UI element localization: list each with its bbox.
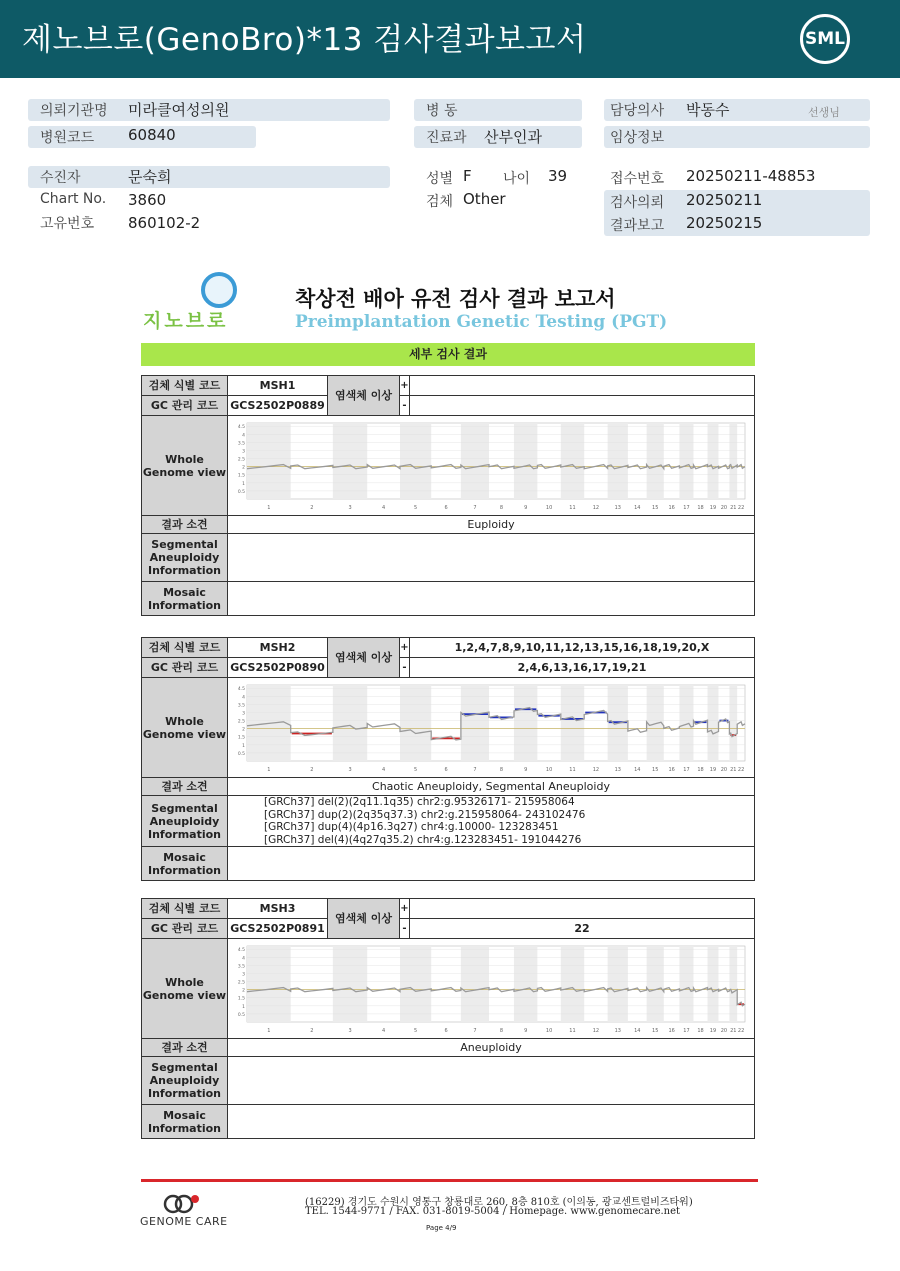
- genome-care-logo-text: GENOME CARE: [140, 1215, 228, 1228]
- patient-label: 수진자: [40, 170, 81, 186]
- chrom-abn-label: 염색체 이상: [328, 638, 400, 678]
- whole-genome-label: Whole Genome view: [142, 678, 228, 778]
- sex-label: 성별: [426, 171, 454, 187]
- chromosome-tick-label: 19: [709, 1027, 717, 1034]
- y-tick-label: 4: [242, 955, 245, 961]
- chromosome-tick-label: 9: [524, 504, 528, 511]
- chromosome-tick-label: 7: [473, 766, 477, 773]
- chromosome-tick-label: 12: [592, 766, 600, 773]
- report-title: 제노브로(GenoBro)*13 검사결과보고서: [22, 22, 587, 58]
- gc-code-label: GC 관리 코드: [142, 919, 228, 939]
- chromosome-tick-label: 5: [414, 766, 418, 773]
- genobro-logo-text: 지노브로: [143, 310, 229, 332]
- chromosome-tick-label: 14: [634, 766, 641, 773]
- sample-code-label: 검체 식별 코드: [142, 376, 228, 396]
- plus-chromosomes: [410, 376, 755, 396]
- segmental-label: Segmental Aneuploidy Information: [142, 534, 228, 582]
- minus-label: -: [400, 396, 410, 416]
- chromosome-tick-label: 2: [310, 1027, 314, 1034]
- y-tick-label: 4.5: [237, 424, 245, 430]
- finding-value: Euploidy: [228, 516, 755, 534]
- receipt-label: 접수번호: [610, 171, 665, 187]
- chromosome-tick-label: 1: [267, 766, 271, 773]
- chromosome-tick-label: 21: [730, 1027, 737, 1034]
- chromosome-tick-label: 2: [310, 504, 314, 511]
- pgt-title: 착상전 배아 유전 검사 결과 보고서: [295, 287, 616, 311]
- doctor-suffix: 선생님: [808, 106, 840, 119]
- patient-row: [28, 166, 390, 188]
- chromosome-tick-label: 3: [348, 504, 352, 511]
- y-tick-label: 3.5: [237, 440, 245, 446]
- chromosome-tick-label: 18: [697, 504, 704, 511]
- doctor-label: 담당의사: [610, 103, 665, 119]
- segmental-line: [GRCh37] del(4)(4q27q35.2) chr4:g.123283451- 191044276: [264, 833, 582, 846]
- chromosome-tick-label: 20: [720, 504, 728, 511]
- minus-label: -: [400, 919, 410, 939]
- y-tick-label: 1: [242, 743, 245, 749]
- footer-address: (16229) 경기도 수원시 영통구 창룡대로 260, 8층 810호 (이의동, 광교센트럴비즈타워): [305, 1197, 693, 1208]
- sml-logo: SML: [800, 14, 850, 64]
- chromosome-tick-label: 11: [569, 504, 576, 511]
- y-tick-label: 2.5: [237, 980, 245, 986]
- chromosome-tick-label: 8: [499, 504, 504, 511]
- mosaic-label: Mosaic Information: [142, 1105, 228, 1139]
- chromosome-tick-label: 5: [414, 504, 418, 511]
- facility-label: 의뢰기관명: [40, 103, 108, 119]
- chromosome-tick-label: 15: [652, 1027, 659, 1034]
- chromosome-tick-label: 6: [444, 1027, 448, 1034]
- y-tick-label: 4: [242, 694, 245, 700]
- chromosome-tick-label: 10: [545, 1027, 553, 1034]
- chromosome-tick-label: 16: [668, 504, 675, 511]
- y-tick-label: 0.5: [237, 1012, 245, 1018]
- finding-value: Chaotic Aneuploidy, Segmental Aneuploidy: [228, 778, 755, 796]
- y-tick-label: 3.5: [237, 963, 245, 969]
- segmental-line: [GRCh37] dup(4)(4p16.3q27) chr4:g.10000- 123283451: [264, 821, 559, 833]
- y-tick-label: 0.5: [237, 489, 245, 495]
- sample-code-label: 검체 식별 코드: [142, 638, 228, 658]
- page-number: Page 4/9: [426, 1224, 457, 1232]
- chromosome-tick-label: 14: [634, 1027, 641, 1034]
- y-tick-label: 3.5: [237, 702, 245, 708]
- finding-label: 결과 소견: [142, 1039, 228, 1057]
- mosaic-value: [228, 1105, 755, 1139]
- y-tick-label: 0.5: [237, 751, 245, 757]
- chromosome-tick-label: 8: [499, 766, 504, 773]
- chromosome-tick-label: 17: [683, 504, 690, 511]
- chromosome-tick-label: 21: [730, 766, 737, 773]
- chromosome-tick-label: 16: [668, 1027, 675, 1034]
- sample-code: MSH3: [228, 899, 328, 919]
- id-label: 고유번호: [40, 216, 95, 232]
- plus-chromosomes: 1,2,4,7,8,9,10,11,12,13,15,16,18,19,20,X: [410, 638, 755, 658]
- mosaic-label: Mosaic Information: [142, 847, 228, 881]
- chromosome-tick-label: 7: [473, 504, 477, 511]
- sex-value: F: [463, 167, 472, 185]
- chromosome-tick-label: 14: [634, 504, 641, 511]
- y-tick-label: 1: [242, 481, 245, 487]
- genobro-logo: [143, 272, 253, 332]
- dna-magnifier-icon: [201, 272, 237, 308]
- minus-chromosomes: 22: [410, 919, 755, 939]
- segmental-value: [228, 534, 755, 582]
- chromosome-tick-label: 9: [524, 766, 528, 773]
- pgt-subtitle: Preimplantation Genetic Testing (PGT): [295, 312, 668, 332]
- gc-code: GCS2502P0889: [228, 396, 328, 416]
- whole-genome-cell: [228, 678, 755, 778]
- whole-genome-label: Whole Genome view: [142, 416, 228, 516]
- genome-care-logo: [140, 1193, 240, 1233]
- hospital-code-label: 병원코드: [40, 130, 95, 146]
- section-header: 세부 검사 결과: [141, 343, 755, 366]
- sample-table-3: [141, 898, 755, 1139]
- dept-label: 진료과: [426, 130, 467, 146]
- segmental-label: Segmental Aneuploidy Information: [142, 796, 228, 847]
- chromosome-tick-label: 6: [444, 766, 448, 773]
- sample-code: MSH2: [228, 638, 328, 658]
- footer-divider: [141, 1179, 758, 1182]
- segmental-label: Segmental Aneuploidy Information: [142, 1057, 228, 1105]
- whole-genome-plot: [231, 681, 751, 775]
- chromosome-tick-label: 20: [720, 766, 728, 773]
- chromosome-tick-label: 20: [720, 1027, 728, 1034]
- chromosome-tick-label: 7: [473, 1027, 477, 1034]
- whole-genome-plot: [231, 942, 751, 1036]
- specimen-value: Other: [463, 190, 506, 208]
- dept-value: 산부인과: [484, 128, 542, 146]
- chromosome-tick-label: 22: [737, 1027, 745, 1034]
- age-label: 나이: [503, 171, 531, 187]
- y-tick-label: 1.5: [237, 996, 245, 1002]
- segmental-value: [228, 796, 755, 847]
- chrom-abn-label: 염색체 이상: [328, 376, 400, 416]
- y-tick-label: 3: [242, 710, 245, 716]
- chromosome-tick-label: 12: [592, 1027, 600, 1034]
- gc-code: GCS2502P0891: [228, 919, 328, 939]
- y-tick-label: 2.5: [237, 457, 245, 463]
- chromosome-tick-label: 1: [267, 1027, 271, 1034]
- report-value: 20250215: [686, 214, 763, 232]
- plus-chromosomes: [410, 899, 755, 919]
- chromosome-tick-label: 3: [348, 1027, 352, 1034]
- minus-chromosomes: [410, 396, 755, 416]
- chromosome-tick-label: 13: [614, 1027, 621, 1034]
- y-tick-label: 2: [242, 988, 245, 994]
- mosaic-value: [228, 582, 755, 616]
- plus-label: +: [400, 376, 410, 396]
- footer-contact: TEL. 1544-9771 / FAX. 031-8019-5004 / Homepage. www.genomecare.net: [305, 1206, 681, 1217]
- chromosome-tick-label: 10: [545, 504, 553, 511]
- chromosome-tick-label: 4: [382, 1027, 386, 1034]
- segmental-value: [228, 1057, 755, 1105]
- chromosome-tick-label: 13: [614, 766, 621, 773]
- y-tick-label: 4: [242, 432, 245, 438]
- chromosome-tick-label: 4: [382, 504, 386, 511]
- chromosome-tick-label: 1: [267, 504, 271, 511]
- gc-code-label: GC 관리 코드: [142, 396, 228, 416]
- title-bar: [0, 0, 900, 78]
- chromosome-tick-label: 15: [652, 766, 659, 773]
- request-label: 검사의뢰: [610, 195, 665, 211]
- age-value: 39: [548, 167, 568, 185]
- patient-value: 문숙희: [128, 168, 172, 186]
- chromosome-tick-label: 15: [652, 504, 659, 511]
- gc-code-label: GC 관리 코드: [142, 658, 228, 678]
- facility-value: 미라클여성의원: [128, 101, 230, 119]
- y-tick-label: 4.5: [237, 686, 245, 692]
- request-value: 20250211: [686, 191, 763, 209]
- chrom-abn-label: 염색체 이상: [328, 899, 400, 939]
- y-tick-label: 2: [242, 727, 245, 733]
- chromosome-tick-label: 11: [569, 1027, 576, 1034]
- segmental-line: [GRCh37] dup(2)(2q35q37.3) chr2:g.215958064- 243102476: [264, 808, 586, 821]
- ward-label: 병 동: [426, 103, 458, 119]
- finding-label: 결과 소견: [142, 778, 228, 796]
- chromosome-tick-label: 22: [737, 504, 745, 511]
- mosaic-value: [228, 847, 755, 881]
- receipt-value: 20250211-48853: [686, 167, 816, 185]
- chromosome-tick-label: 6: [444, 504, 448, 511]
- y-tick-label: 2: [242, 465, 245, 471]
- chart-value: 3860: [128, 191, 167, 209]
- whole-genome-cell: [228, 939, 755, 1039]
- chart-label: Chart No.: [40, 191, 107, 207]
- chromosome-tick-label: 12: [592, 504, 600, 511]
- plus-label: +: [400, 899, 410, 919]
- chromosome-tick-label: 18: [697, 1027, 704, 1034]
- clinical-label: 임상정보: [610, 130, 665, 146]
- minus-label: -: [400, 658, 410, 678]
- y-tick-label: 2.5: [237, 719, 245, 725]
- mosaic-label: Mosaic Information: [142, 582, 228, 616]
- chromosome-tick-label: 2: [310, 766, 314, 773]
- sample-table-2: [141, 637, 755, 881]
- y-tick-label: 1: [242, 1004, 245, 1010]
- chromosome-tick-label: 4: [382, 766, 386, 773]
- chromosome-tick-label: 19: [709, 766, 717, 773]
- sample-code-label: 검체 식별 코드: [142, 899, 228, 919]
- chromosome-tick-label: 5: [414, 1027, 418, 1034]
- y-tick-label: 1.5: [237, 473, 245, 479]
- chromosome-tick-label: 17: [683, 766, 690, 773]
- whole-genome-plot: [231, 419, 751, 513]
- y-tick-label: 3: [242, 448, 245, 454]
- id-value: 860102-2: [128, 214, 201, 232]
- chromosome-tick-label: 8: [499, 1027, 504, 1034]
- chromosome-tick-label: 9: [524, 1027, 528, 1034]
- sample-code: MSH1: [228, 376, 328, 396]
- chromosome-tick-label: 21: [730, 504, 737, 511]
- report-label: 결과보고: [610, 218, 665, 234]
- chromosome-tick-label: 11: [569, 766, 576, 773]
- minus-chromosomes: 2,4,6,13,16,17,19,21: [410, 658, 755, 678]
- whole-genome-label: Whole Genome view: [142, 939, 228, 1039]
- chromosome-tick-label: 17: [683, 1027, 690, 1034]
- specimen-label: 검체: [426, 194, 454, 210]
- finding-label: 결과 소견: [142, 516, 228, 534]
- gc-code: GCS2502P0890: [228, 658, 328, 678]
- chromosome-tick-label: 3: [348, 766, 352, 773]
- whole-genome-cell: [228, 416, 755, 516]
- hospital-code-value: 60840: [128, 126, 176, 144]
- chromosome-tick-label: 22: [737, 766, 745, 773]
- y-tick-label: 3: [242, 971, 245, 977]
- y-tick-label: 4.5: [237, 947, 245, 953]
- finding-value: Aneuploidy: [228, 1039, 755, 1057]
- y-tick-label: 1.5: [237, 735, 245, 741]
- chromosome-tick-label: 13: [614, 504, 621, 511]
- genome-care-logo-icon: [162, 1193, 202, 1215]
- chromosome-tick-label: 10: [545, 766, 553, 773]
- plus-label: +: [400, 638, 410, 658]
- doctor-value: 박동수: [686, 101, 730, 119]
- sample-table-1: [141, 375, 755, 616]
- chromosome-tick-label: 16: [668, 766, 675, 773]
- chromosome-tick-label: 19: [709, 504, 717, 511]
- chromosome-tick-label: 18: [697, 766, 704, 773]
- segmental-line: [GRCh37] del(2)(2q11.1q35) chr2:g.95326171- 215958064: [264, 796, 575, 808]
